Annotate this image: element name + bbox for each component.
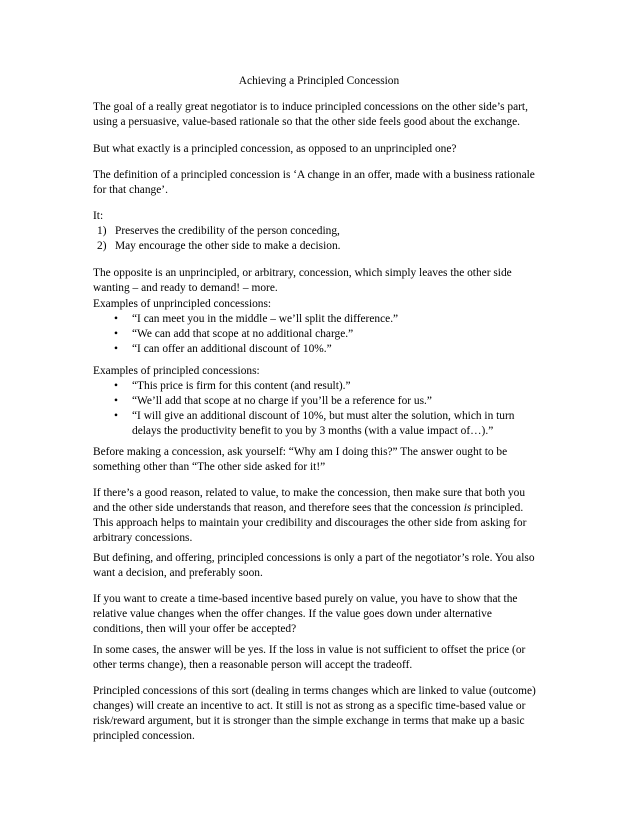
list-item-text: “This price is firm for this content (and result).” xyxy=(132,380,351,392)
list-item xyxy=(93,342,543,357)
text-line: arbitrary concessions. xyxy=(93,532,193,544)
paragraph-question xyxy=(93,142,543,157)
text-line: other terms change), then a reasonable person will accept the tradeoff. xyxy=(93,659,413,671)
list-number: 2) xyxy=(97,240,107,252)
text-line: The definition of a principled concession is ‘A change in an offer, made with a business rationale xyxy=(93,169,535,181)
list-item-text: Preserves the credibility of the person conceding, xyxy=(115,225,340,237)
text-line: The goal of a really great negotiator is to induce principled concessions on the other side’s part, xyxy=(93,101,528,113)
text-line: In some cases, the answer will be yes. If the loss in value is not sufficient to offset the price (or xyxy=(93,644,526,656)
text-line: relative value changes when the offer changes. If the value goes down under alternative xyxy=(93,608,492,620)
text-line: If there’s a good reason, related to value, to make the concession, then make sure that both you xyxy=(93,487,526,499)
list-label: Examples of unprincipled concessions: xyxy=(93,298,272,310)
page-title: Achieving a Principled Concession xyxy=(238,75,400,87)
text-line: changes) will create an incentive to act. It still is not as strong as a specific time-based value or xyxy=(93,700,526,712)
list-item xyxy=(93,327,543,342)
list-label: It: xyxy=(93,210,104,222)
list-item xyxy=(93,394,543,409)
list-item xyxy=(93,224,543,239)
list-unprincipled xyxy=(93,297,543,357)
list-item-text: “We’ll add that scope at no charge if you’ll be a reference for us.” xyxy=(132,395,432,407)
text-line: wanting – and ready to demand! – more. xyxy=(93,282,278,294)
text-line: risk/reward argument, but it is stronger than the simple exchange in terms that make up a basic xyxy=(93,715,525,727)
text-line: want a decision, and preferably soon. xyxy=(93,567,263,579)
text-line: conditions, then will your offer be accepted? xyxy=(93,623,297,635)
bullet-icon: • xyxy=(114,313,118,325)
list-item-text: “We can add that scope at no additional charge.” xyxy=(132,328,354,340)
text-run: principled. xyxy=(471,502,524,514)
text-line: for that change’. xyxy=(93,184,168,196)
paragraph-defining xyxy=(93,551,543,581)
text-line: If you want to create a time-based incentive based purely on value, you have to show that the xyxy=(93,593,518,605)
paragraph-principled-sort xyxy=(93,684,543,744)
paragraph-incentive xyxy=(93,592,543,637)
text-line: Principled concessions of this sort (dealing in terms changes which are linked to value (outcome) xyxy=(93,685,536,697)
paragraph-opposite xyxy=(93,266,543,296)
list-item xyxy=(93,312,543,327)
text-line: using a persuasive, value-based rationale so that the other side feels good about the exchange. xyxy=(93,116,521,128)
list-label: Examples of principled concessions: xyxy=(93,365,260,377)
bullet-icon: • xyxy=(114,395,118,407)
list-item xyxy=(93,239,543,254)
bullet-icon: • xyxy=(114,410,118,422)
emphasis-text: is xyxy=(463,502,472,514)
list-item xyxy=(93,409,543,424)
paragraph-definition xyxy=(93,168,543,198)
list-item-text: “I can meet you in the middle – we’ll split the difference.” xyxy=(132,313,399,325)
list-principled xyxy=(93,364,543,439)
paragraph-cases xyxy=(93,643,543,673)
text-line: principled concession. xyxy=(93,730,195,742)
text-line xyxy=(93,501,543,516)
text-line: But defining, and offering, principled concessions is only a part of the negotiator’s role. You also xyxy=(93,552,535,564)
text-line: The opposite is an unprincipled, or arbitrary, concession, which simply leaves the other side xyxy=(93,267,512,279)
list-item-continuation: delays the productivity benefit to you by 3 months (with a value impact of…).” xyxy=(132,425,494,437)
list-item xyxy=(93,379,543,394)
bullet-icon: • xyxy=(114,343,118,355)
list-item-text: “I can offer an additional discount of 10%.” xyxy=(132,343,332,355)
text-run: and the other side understands that reason, and therefore sees that the concession xyxy=(93,502,464,514)
paragraph-reason xyxy=(93,486,543,546)
list-item-text: “I will give an additional discount of 10%, but must alter the solution, which in turn xyxy=(132,410,515,422)
text-line: something other than “The other side asked for it!” xyxy=(93,461,326,473)
bullet-icon: • xyxy=(114,380,118,392)
paragraph-goal xyxy=(93,100,543,130)
paragraph-before xyxy=(93,445,543,475)
text-line: Before making a concession, ask yourself: “Why am I doing this?” The answer ought to be xyxy=(93,446,508,458)
bullet-icon: • xyxy=(114,328,118,340)
list-it xyxy=(93,209,543,254)
list-item-text: May encourage the other side to make a decision. xyxy=(115,240,341,252)
text-line: This approach helps to maintain your credibility and discourages the other side from asking for xyxy=(93,517,527,529)
list-number: 1) xyxy=(97,225,107,237)
text-line: But what exactly is a principled concession, as opposed to an unprincipled one? xyxy=(93,143,457,155)
